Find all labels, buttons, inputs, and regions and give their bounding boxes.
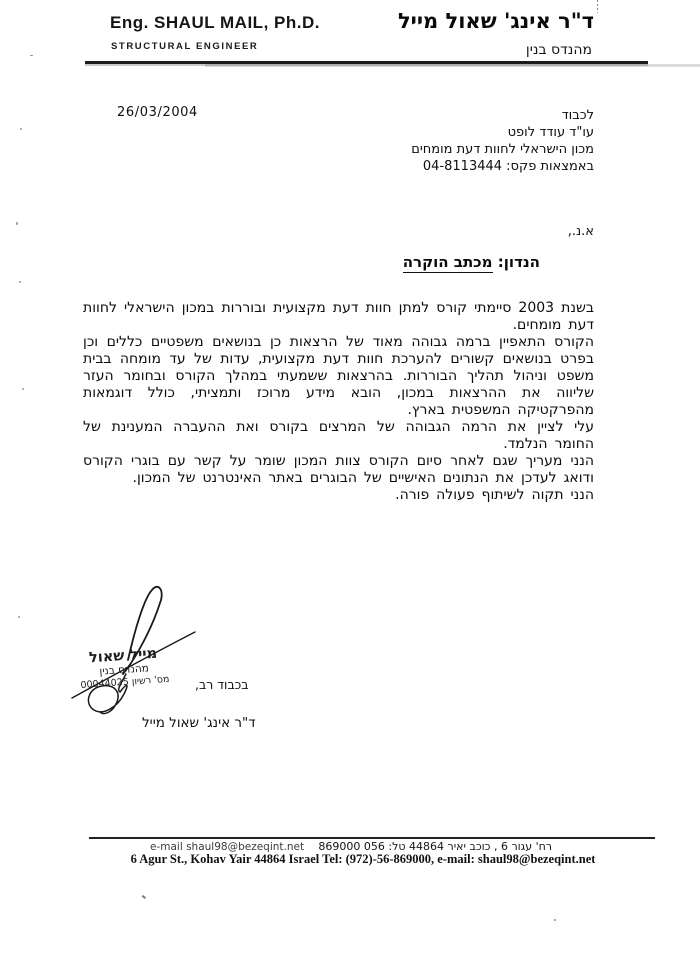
recipient-line: מכון הישראלי לחוות דעת מומחים	[411, 142, 594, 157]
stamp-title: מהנדס בנין	[98, 662, 150, 678]
scan-artifact-dot	[554, 919, 556, 921]
handwritten-signature	[60, 578, 270, 723]
footer-divider-line	[89, 837, 655, 839]
footer-contact-english: 6 Agur St., Kohav Yair 44864 Israel Tel: (972)-56-869000, e-mail: shaul98@bezeqint.net	[130, 852, 596, 866]
scan-speckle	[18, 616, 20, 618]
recipient-line: לכבוד	[561, 108, 594, 123]
closing-line: הנני תקוה לשיתוף פעולה פורה.	[395, 487, 594, 503]
engineer-name-english: Eng. SHAUL MAIL, Ph.D.	[110, 13, 320, 32]
stamp-name: מייל שאול	[88, 645, 158, 667]
scan-speckle	[19, 281, 21, 283]
engineer-name-hebrew: ד"ר אינג' שאול מייל	[397, 9, 594, 33]
header-divider-line	[85, 61, 648, 64]
body-paragraph: עלי לציין את הרמה הגבוהה של המרצים בקורס ואת ההעברה המענינת של החומר הנלמד.	[83, 419, 594, 452]
recipient-line: באמצאות פקס: 04-8113444	[422, 159, 594, 174]
body-paragraph: הנני מעריך שגם לאחר סיום הקורס צוות המכון שומר על קשר עם בוגרי הקורס ודואג לעדכן את הנתונים האישיים של הבוגרים באתר האינטרנט של המכון.	[83, 453, 594, 486]
salutation: א.נ.,	[567, 224, 594, 239]
subject-title-underlined: מכתב הוקרה	[402, 253, 493, 271]
recipient-line: עו"ד עודד לופט	[507, 125, 594, 140]
scan-speckle	[30, 55, 33, 56]
scan-artifact-mark	[142, 895, 146, 899]
scan-artifact-top-tick	[597, 0, 598, 13]
typed-signature-name: ד"ר אינג' שאול מייל	[142, 715, 256, 731]
letter-body	[83, 300, 594, 504]
body-paragraphs	[83, 300, 594, 487]
footer-address-hebrew: רח' עגור 6 , כוכב יאיר 44864 טל: 056 869000	[318, 840, 552, 853]
recipient-block	[411, 107, 594, 175]
scan-speckle	[16, 222, 18, 225]
subject-line	[403, 253, 540, 271]
scan-speckle	[20, 128, 22, 130]
signoff-text: בכבוד רב,	[195, 677, 249, 692]
scan-speckle	[22, 388, 24, 390]
engineer-title-english: STRUCTURAL ENGINEER	[111, 41, 259, 52]
letter-date: 26/03/2004	[117, 105, 198, 120]
subject-label: הנדון:	[492, 253, 540, 271]
footer-email-hebrew-line: e-mail shaul98@bezeqint.net	[150, 841, 305, 853]
body-paragraph: הקורס התאפיין ברמה גבוהה מאוד של הרצאות כן בנושאים משפטיים כללים וכן בפרט בנושאים קשורים להערכת חוות דעת מקצועית, עדות של עד מומחה בבית משפט וניהול תהליך הבוררות. בהרצאות ששמעתי במהלך הקורס ובחומר העזר שליווה את ההרצאות במכון, הובא מידע מרוכז ותמציתי, כולל דוגמאות מהפרקטיקה המשפטית בארץ.	[83, 334, 594, 418]
body-paragraph: בשנת 2003 סיימתי קורס למתן חוות דעת מקצועית ובוררות במכון הישראלי לחוות דעת מומחים.	[83, 300, 594, 333]
engineer-title-hebrew: מהנדס בנין	[525, 42, 592, 58]
stamp-license-number: מס' רשיון 00044025	[80, 673, 170, 692]
